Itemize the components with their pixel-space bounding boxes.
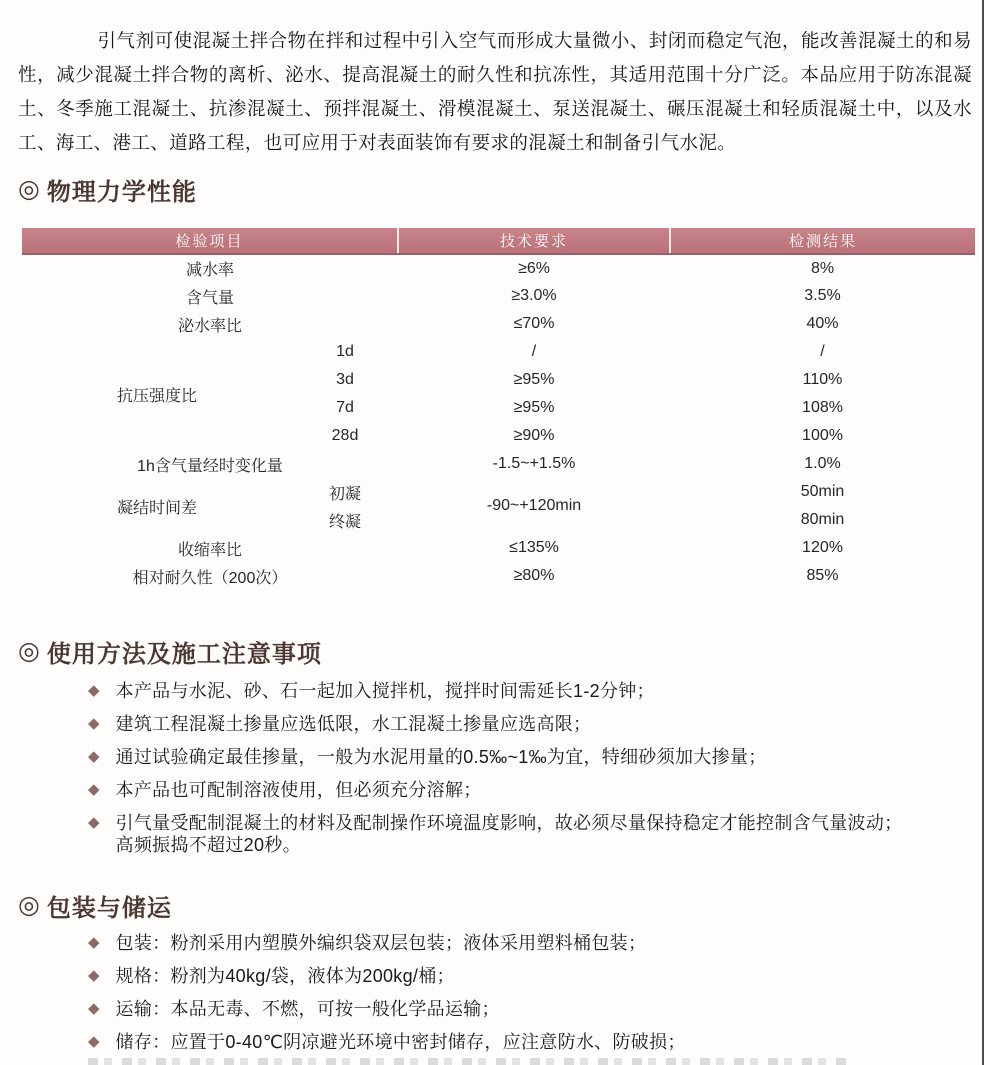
table-row [22, 450, 975, 478]
column-header-result: 检测结果 [670, 228, 975, 254]
list-item [88, 779, 948, 801]
column-header-requirement: 技术要求 [398, 228, 670, 254]
list-item [88, 812, 948, 856]
cell-requirement: ≥95% [513, 399, 555, 416]
list-item [88, 965, 948, 987]
cell-result: 110% [802, 371, 843, 388]
diamond-bullet-icon: ◆ [88, 748, 100, 765]
diamond-bullet-icon: ◆ [88, 715, 100, 732]
bullseye-icon: ◎ [18, 891, 41, 919]
cell-sub-label: 28d [331, 427, 359, 444]
cell-result: 80min [800, 511, 845, 528]
bullseye-icon: ◎ [18, 637, 41, 665]
cell-group-label: 凝结时间差 [116, 499, 197, 517]
usage-bullet-list [88, 680, 948, 867]
list-item [88, 1031, 948, 1053]
diamond-bullet-icon: ◆ [88, 1000, 100, 1017]
diamond-bullet-icon: ◆ [88, 1033, 100, 1050]
bullet-text: 引气量受配制混凝土的材料及配制操作环境温度影响，故必须尽量保持稳定才能控制含气量波动；高频振捣不超过20秒。 [115, 813, 903, 855]
list-item [88, 746, 948, 768]
bullet-text: 通过试验确定最佳掺量，一般为水泥用量的0.5‰~1‰为宜，特细砂须加大掺量； [115, 747, 767, 767]
table-row [22, 282, 975, 310]
cell-group-label: 抗压强度比 [116, 387, 197, 405]
section-heading-packaging-storage [18, 888, 172, 923]
cell-result: 120% [802, 539, 843, 556]
cell-result: 8% [810, 259, 835, 277]
cell-requirement: / [531, 343, 537, 360]
cell-item: 减水率 [186, 262, 235, 279]
cell-sub-label: 7d [336, 399, 354, 416]
table-row [22, 562, 975, 590]
diamond-bullet-icon: ◆ [88, 682, 100, 699]
bullet-text: 本产品也可配制溶液使用，但必须充分溶解； [115, 780, 482, 800]
intro-paragraph: 引气剂可使混凝土拌合物在拌和过程中引入空气而形成大量微小、封闭而稳定气泡，能改善混凝土的和易性，减少混凝土拌合物的离析、泌水、提高混凝土的耐久性和抗冻性，其适用范围十分广泛。本品应用于防冻混凝土、冬季施工混凝土、抗渗混凝土、预拌混凝土、滑模混凝土、泵送混凝土、碾压混凝土和轻质混凝土中，以及水工、海工、港工、道路工程，也可应用于对表面装饰有要求的混凝土和制备引气水泥。 [18, 30, 972, 153]
bullseye-icon: ◎ [18, 175, 41, 203]
cell-result: / [820, 343, 825, 360]
cell-requirement: -90~+120min [486, 497, 582, 514]
bullet-text: 储存：应置于0-40℃阴凉避光环境中密封储存，应注意防水、防破损； [115, 1032, 686, 1052]
properties-table [22, 228, 975, 590]
table-row [22, 310, 975, 338]
table-row [22, 534, 975, 562]
section-heading-usage-notes [18, 634, 322, 669]
column-header-item: 检验项目 [22, 228, 398, 254]
diamond-bullet-icon: ◆ [88, 967, 100, 984]
cell-result: 85% [806, 567, 839, 584]
page-edge-scan-line [982, 0, 984, 1065]
list-item [88, 998, 948, 1020]
cell-requirement: ≥3.0% [511, 287, 557, 304]
cell-requirement: ≤70% [513, 315, 555, 332]
diamond-bullet-icon: ◆ [88, 781, 100, 798]
cell-result: 3.5% [804, 287, 841, 304]
diamond-bullet-icon: ◆ [88, 934, 100, 951]
cell-item: 泌水率比 [178, 317, 243, 335]
cell-item: 相对耐久性（200次） [132, 569, 288, 587]
table-row [22, 478, 975, 506]
cell-requirement: ≥95% [513, 371, 555, 388]
cell-sub-label: 终凝 [329, 513, 362, 531]
cell-result: 50min [800, 483, 845, 500]
bullet-text: 包装：粉剂采用内塑膜外编织袋双层包装；液体采用塑料桶包装； [115, 933, 647, 953]
bullet-text: 本产品与水泥、砂、石一起加入搅拌机，搅拌时间需延长1-2分钟； [115, 681, 655, 701]
cell-item: 1h含气量经时变化量 [137, 457, 283, 475]
cell-result: 1.0% [804, 455, 841, 472]
section-title: 物理力学性能 [46, 179, 197, 206]
cell-result: 100% [802, 427, 843, 444]
list-item [88, 932, 948, 954]
cell-item: 含气量 [186, 289, 235, 307]
cut-off-text-line [88, 1058, 848, 1065]
table-header-row [22, 228, 975, 254]
bullet-text: 建筑工程混凝土掺量应选低限，水工混凝土掺量应选高限； [115, 714, 592, 734]
cell-sub-label: 初凝 [329, 485, 362, 503]
cell-item: 收缩率比 [178, 541, 243, 559]
list-item [88, 713, 948, 735]
section-title: 使用方法及施工注意事项 [46, 641, 322, 668]
cell-requirement: ≤135% [509, 539, 559, 556]
cell-requirement: ≥90% [513, 427, 555, 444]
cell-result: 108% [802, 399, 843, 416]
section-title: 包装与储运 [46, 895, 172, 922]
diamond-bullet-icon: ◆ [88, 814, 100, 831]
cell-sub-label: 1d [336, 343, 354, 360]
cell-result: 40% [806, 315, 839, 332]
section-heading-physical-properties [18, 172, 197, 207]
cell-requirement: ≥6% [518, 259, 550, 277]
table-row [22, 254, 975, 282]
cell-sub-label: 3d [336, 371, 354, 388]
packaging-bullet-list [88, 932, 948, 1064]
list-item [88, 680, 948, 702]
cell-requirement: ≥80% [513, 567, 555, 584]
table-row [22, 338, 975, 366]
bullet-text: 规格：粉剂为40kg/袋，液体为200kg/桶； [115, 966, 455, 986]
bullet-text: 运输：本品无毒、不燃，可按一般化学品运输； [115, 999, 500, 1019]
cell-requirement: -1.5~+1.5% [492, 455, 576, 472]
